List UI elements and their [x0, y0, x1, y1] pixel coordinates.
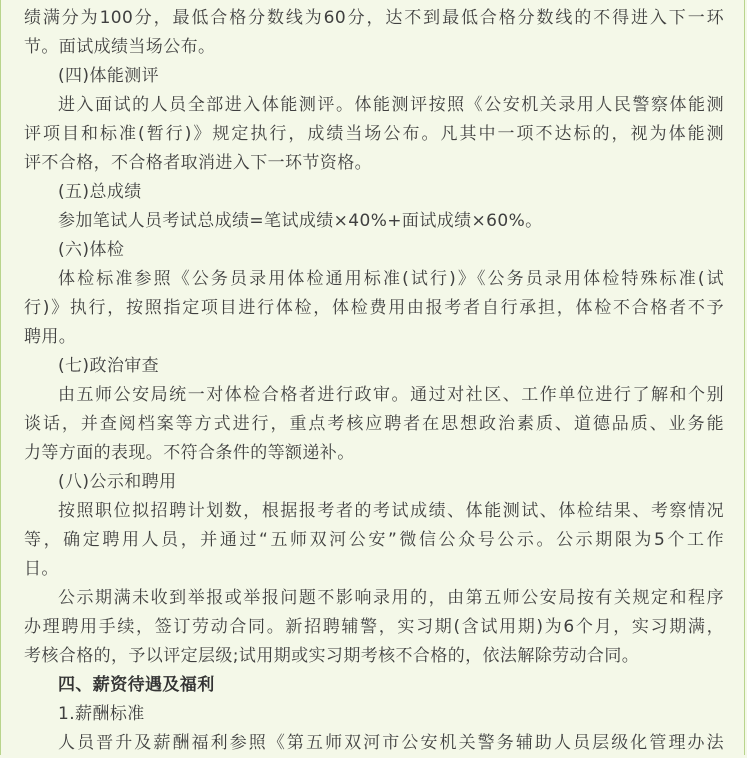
- paragraph-line: 评项目和标准(暂行)》规定执行，成绩当场公布。凡其中一项不达标的，视为体能测: [24, 124, 724, 144]
- paragraph-line: 考核合格的，予以评定层级;试用期或实习期考核不合格的，依法解除劳动合同。: [24, 646, 640, 666]
- paragraph-line: 聘用。: [24, 327, 77, 347]
- paragraph-line: 绩满分为100分，最低合格分数线为60分，达不到最低合格分数线的不得进入下一环: [24, 8, 724, 28]
- section-heading-publicity-employment: (八)公示和聘用: [58, 472, 177, 492]
- paragraph-line: 由五师公安局统一对体检合格者进行政审。通过对社区、工作单位进行了解和个别: [58, 385, 724, 405]
- paragraph-line: 人员晋升及薪酬福利参照《第五师双河市公安机关警务辅助人员层级化管理办法: [58, 733, 724, 753]
- paragraph-line: 参加笔试人员考试总成绩=笔试成绩×40%+面试成绩×60%。: [58, 211, 543, 231]
- paragraph-line: 行)》执行，按照指定项目进行体检，体检费用由报考者自行承担，体检不合格者不予: [24, 298, 724, 318]
- paragraph-line: 体检标准参照《公务员录用体检通用标准(试行)》《公务员录用体检特殊标准(试: [58, 269, 724, 289]
- section-heading-political-review: (七)政治审查: [58, 356, 160, 376]
- paragraph-line: 评不合格，不合格者取消进入下一环节资格。: [24, 153, 372, 173]
- section-heading-salary-benefits: 四、薪资待遇及福利: [58, 675, 215, 695]
- paragraph-line: 节。面试成绩当场公布。: [24, 37, 216, 57]
- paragraph-line: 办理聘用手续，签订劳动合同。新招聘辅警，实习期(含试用期)为6个月，实习期满，: [24, 617, 724, 637]
- subheading-salary-standard: 1.薪酬标准: [58, 704, 145, 724]
- paragraph-line: 公示期满未收到举报或举报问题不影响录用的，由第五师公安局按有关规定和程序: [58, 588, 724, 608]
- paragraph-line: 等，确定聘用人员，并通过“五师双河公安”微信公众号公示。公示期限为5个工作: [24, 530, 724, 550]
- section-heading-total-score: (五)总成绩: [58, 182, 142, 202]
- section-heading-medical-exam: (六)体检: [58, 240, 125, 260]
- paragraph-line: 日。: [24, 559, 59, 579]
- document-body: [24, 4, 724, 758]
- paragraph-line: 按照职位拟招聘计划数，根据报考者的考试成绩、体能测试、体检结果、考察情况: [58, 501, 724, 521]
- section-heading-physical-test: (四)体能测评: [58, 66, 160, 86]
- paragraph-line: 谈话，并查阅档案等方式进行，重点考核应聘者在思想政治素质、道德品质、业务能: [24, 414, 724, 434]
- paragraph-line: 进入面试的人员全部进入体能测评。体能测评按照《公安机关录用人民警察体能测: [58, 95, 724, 115]
- paragraph-line: 力等方面的表现。不符合条件的等额递补。: [24, 443, 355, 463]
